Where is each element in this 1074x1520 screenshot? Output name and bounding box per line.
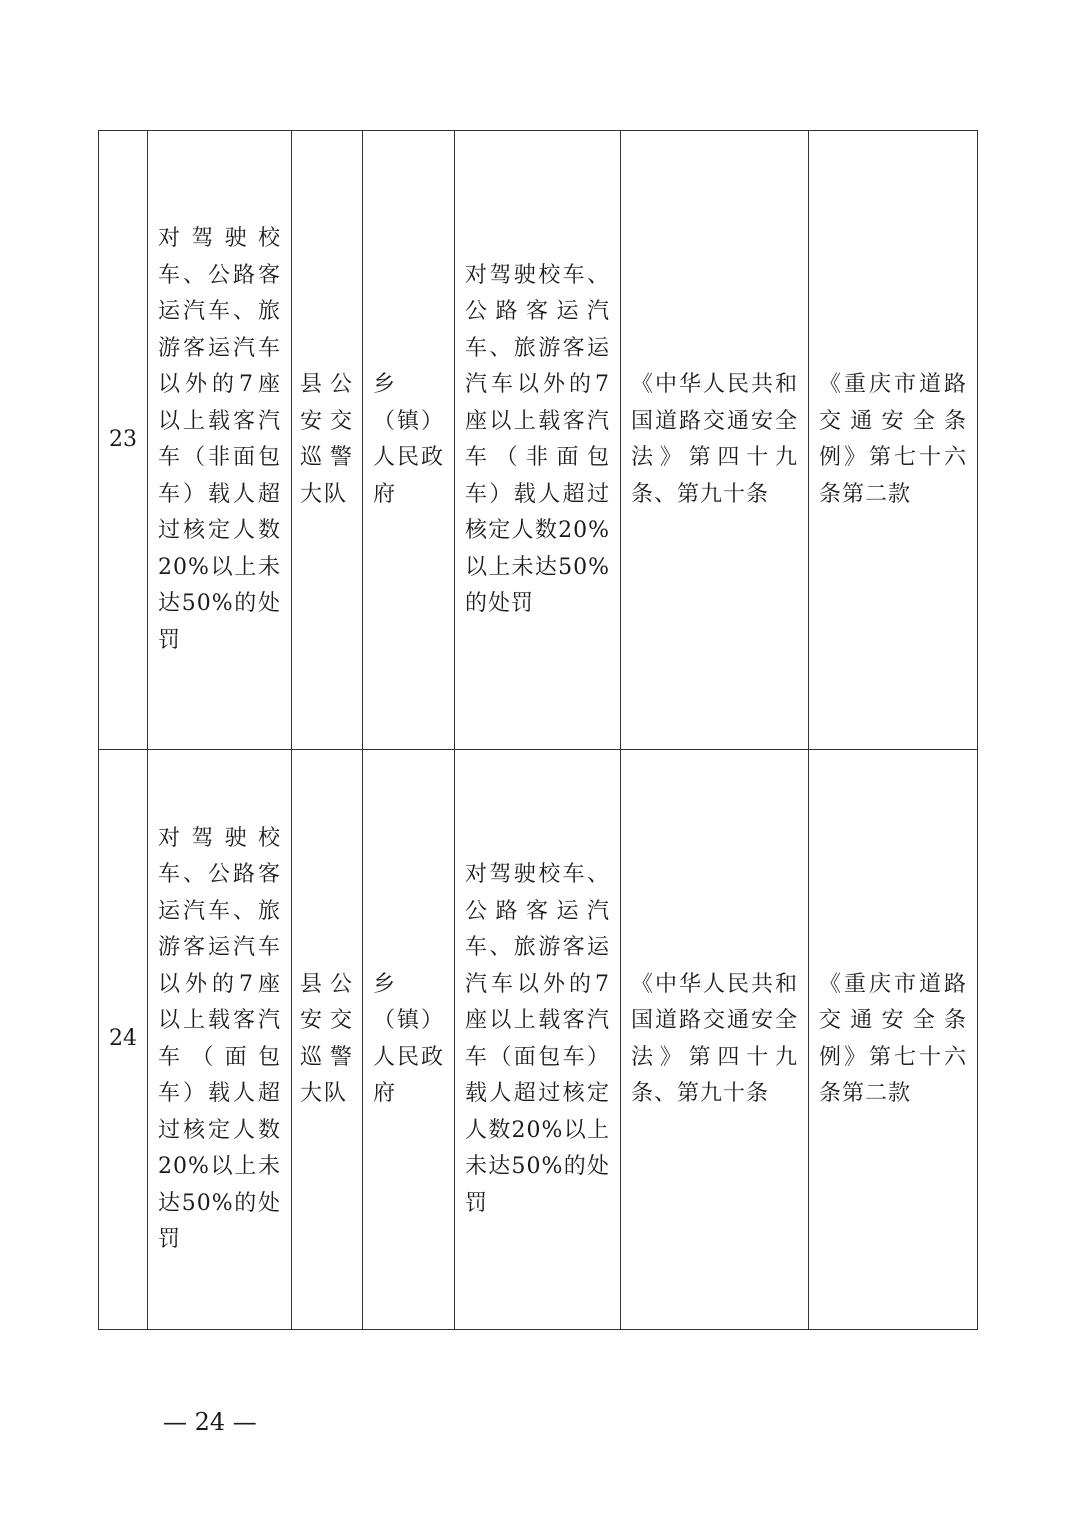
matter-cell: 对驾驶校车、公路客运汽车、旅游客运汽车以外的7座以上载客汽车（非面包车）载人超过核定人数20%以上未达50%的处罚 xyxy=(148,131,292,750)
recipient-cell: 乡（镇）人民政府 xyxy=(363,750,455,1330)
implementer-cell: 县公安交巡警大队 xyxy=(292,750,363,1330)
implementer-cell: 县公安交巡警大队 xyxy=(292,131,363,750)
row-number: 24 xyxy=(99,750,148,1330)
table-row xyxy=(99,750,978,1330)
matter-cell: 对驾驶校车、公路客运汽车、旅游客运汽车以外的7座以上载客汽车（面包车）载人超过核定人数20%以上未达50%的处罚 xyxy=(148,750,292,1330)
basis-local-cell: 《重庆市道路交通安全条例》第七十六条第二款 xyxy=(809,750,978,1330)
content-cell: 对驾驶校车、公路客运汽车、旅游客运汽车以外的7座以上载客汽车（面包车）载人超过核定人数20%以上未达50%的处罚 xyxy=(455,750,621,1330)
basis-national-cell: 《中华人民共和国道路交通安全法》第四十九条、第九十条 xyxy=(621,131,809,750)
recipient-cell: 乡（镇）人民政府 xyxy=(363,131,455,750)
items-table xyxy=(98,130,978,1330)
row-number: 23 xyxy=(99,131,148,750)
basis-local-cell: 《重庆市道路交通安全条例》第七十六条第二款 xyxy=(809,131,978,750)
content-cell: 对驾驶校车、公路客运汽车、旅游客运汽车以外的7座以上载客汽车（非面包车）载人超过核定人数20%以上未达50%的处罚 xyxy=(455,131,621,750)
basis-national-cell: 《中华人民共和国道路交通安全法》第四十九条、第九十条 xyxy=(621,750,809,1330)
page-number: — 24 — xyxy=(163,1408,257,1436)
table-row xyxy=(99,131,978,750)
